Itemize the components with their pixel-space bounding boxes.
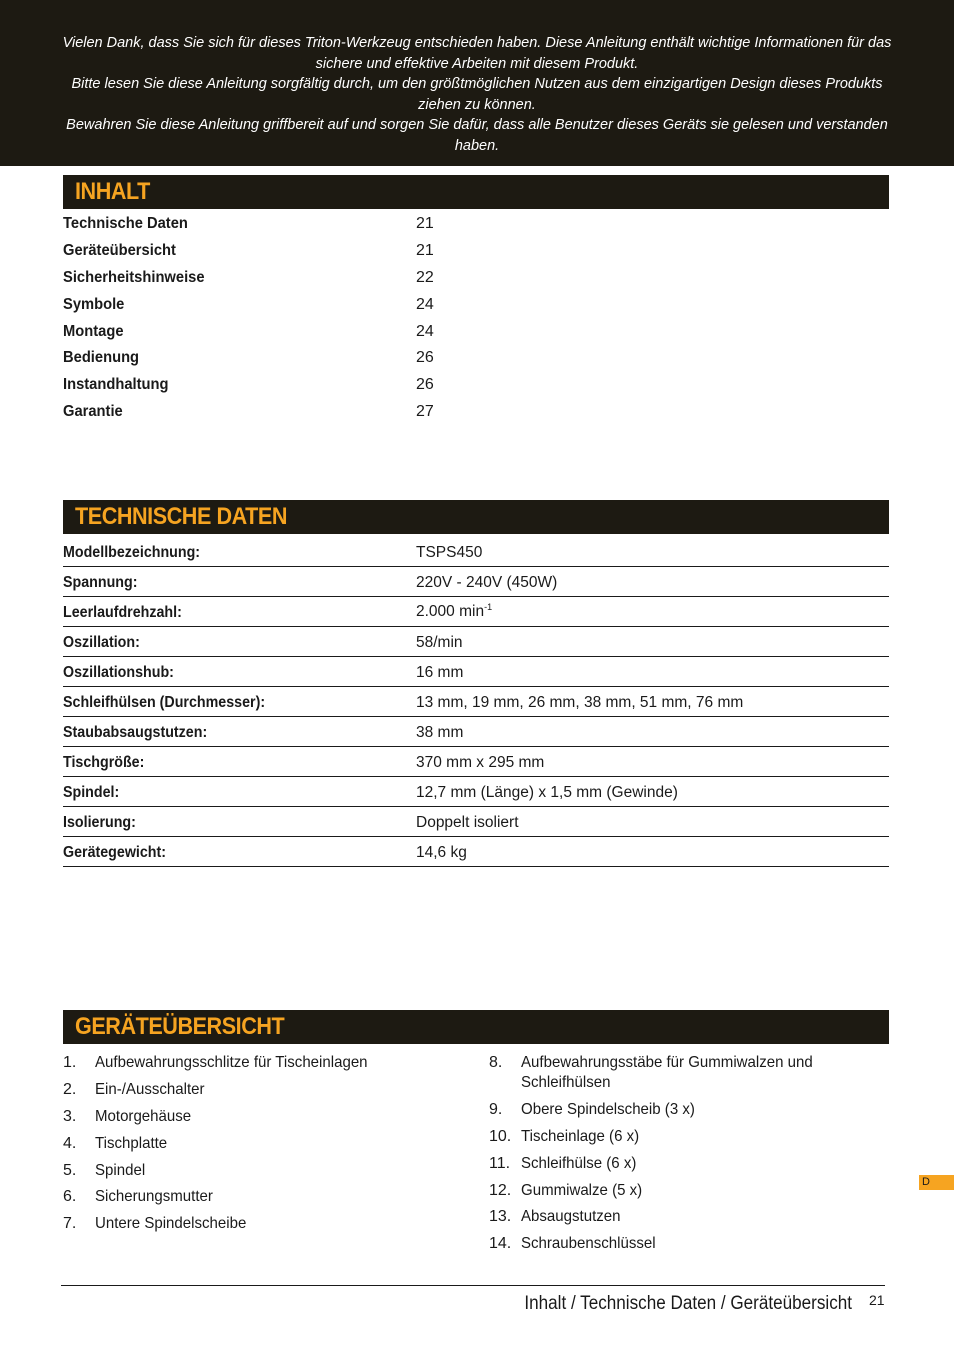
part-name: Schraubenschlüssel xyxy=(521,1235,656,1253)
part-number: 7. xyxy=(63,1215,77,1233)
section-title-inhalt: INHALT xyxy=(75,178,150,205)
spec-value-cell xyxy=(416,536,889,566)
part-number: 1. xyxy=(63,1054,77,1071)
language-tab: D xyxy=(919,1175,954,1190)
part-name: Gummiwalze (5 x) xyxy=(521,1181,643,1199)
parts-list-item xyxy=(489,1234,889,1254)
spec-label: Schleifhülsen (Durchmesser): xyxy=(63,693,266,711)
toc-entry-page: 24 xyxy=(416,295,434,313)
toc-entry-label: Geräteübersicht xyxy=(63,241,176,259)
table-of-contents xyxy=(63,211,889,426)
spec-row xyxy=(63,806,889,836)
toc-entry-page: 26 xyxy=(416,376,434,394)
parts-list-item xyxy=(489,1053,889,1093)
spec-value-cell xyxy=(416,656,889,686)
spec-label-cell xyxy=(63,806,416,836)
spec-value: 38 mm xyxy=(416,723,464,741)
toc-entry-label: Garantie xyxy=(63,403,123,421)
toc-entry-page: 22 xyxy=(416,268,434,286)
toc-entry xyxy=(63,265,889,292)
spec-value: 13 mm, 19 mm, 26 mm, 38 mm, 51 mm, 76 mm xyxy=(416,693,744,711)
spec-value-cell xyxy=(416,566,889,596)
spec-value-cell xyxy=(416,626,889,656)
spec-label: Oszillation: xyxy=(63,633,140,651)
spec-row xyxy=(63,626,889,656)
spec-value-cell xyxy=(416,746,889,776)
spec-label: Isolierung: xyxy=(63,813,136,831)
spec-label: Oszillationshub: xyxy=(63,663,174,681)
spec-label: Modellbezeichnung: xyxy=(63,543,201,561)
spec-value-cell xyxy=(416,806,889,836)
part-number: 12. xyxy=(489,1181,512,1199)
spec-value: TSPS450 xyxy=(416,543,483,561)
toc-entry-label: Sicherheitshinweise xyxy=(63,268,205,286)
part-number: 13. xyxy=(489,1208,512,1226)
toc-entry-page: 27 xyxy=(416,403,434,421)
part-name: Tischplatte xyxy=(95,1134,168,1152)
parts-list-item xyxy=(63,1161,463,1181)
spec-value: 2.000 min xyxy=(416,603,485,621)
spec-label-cell xyxy=(63,656,416,686)
toc-entry xyxy=(63,399,889,426)
spec-label: Spannung: xyxy=(63,573,138,591)
spec-label: Leerlaufdrehzahl: xyxy=(63,603,182,621)
parts-list-item xyxy=(489,1207,889,1227)
part-number: 3. xyxy=(63,1107,77,1125)
spec-value: 14,6 kg xyxy=(416,843,467,861)
section-header-technische-daten xyxy=(63,500,889,534)
toc-entry xyxy=(63,238,889,265)
spec-row xyxy=(63,596,889,626)
spec-label-cell xyxy=(63,716,416,746)
toc-entry-label: Instandhaltung xyxy=(63,376,169,394)
spec-value-cell xyxy=(416,776,889,806)
spec-value-cell xyxy=(416,686,889,716)
spec-value: 12,7 mm (Länge) x 1,5 mm (Gewinde) xyxy=(416,783,678,801)
part-name: Ein-/Ausschalter xyxy=(95,1080,205,1098)
spec-row xyxy=(63,746,889,776)
footer-section-title: Inhalt / Technische Daten / Geräteübersicht xyxy=(524,1293,852,1314)
part-name: Absaugstutzen xyxy=(521,1208,621,1226)
spec-value-cell xyxy=(416,836,889,866)
spec-label-cell xyxy=(63,776,416,806)
parts-list-right xyxy=(489,1053,889,1261)
parts-list-item xyxy=(63,1053,463,1073)
parts-list-item xyxy=(63,1107,463,1127)
part-name: Motorgehäuse xyxy=(95,1107,192,1125)
toc-entry-label: Symbole xyxy=(63,295,125,313)
part-number: 10. xyxy=(489,1127,512,1145)
spec-value: Doppelt isoliert xyxy=(416,813,519,831)
part-name: Aufbewahrungsschlitze für Tischeinlagen xyxy=(95,1054,368,1071)
spec-label-cell xyxy=(63,686,416,716)
part-name: Aufbewahrungsstäbe für Gummiwalzen und Schleifhülsen xyxy=(521,1054,813,1091)
parts-list-item xyxy=(489,1100,889,1120)
toc-entry-label: Technische Daten xyxy=(63,215,188,232)
part-name: Untere Spindelscheibe xyxy=(95,1215,247,1233)
spec-label-cell xyxy=(63,626,416,656)
spec-label-cell xyxy=(63,566,416,596)
parts-list-item xyxy=(63,1134,463,1154)
spec-value-exponent: -1 xyxy=(484,602,493,613)
spec-row xyxy=(63,536,889,566)
toc-entry-page: 24 xyxy=(416,322,434,340)
part-number: 11. xyxy=(489,1154,511,1172)
part-number: 4. xyxy=(63,1134,77,1152)
spec-row xyxy=(63,656,889,686)
toc-entry-page: 21 xyxy=(416,215,434,232)
parts-list-item xyxy=(63,1187,463,1207)
spec-row xyxy=(63,716,889,746)
spec-row xyxy=(63,836,889,866)
parts-list-left xyxy=(63,1053,463,1241)
part-name: Tischeinlage (6 x) xyxy=(521,1127,640,1145)
spec-row xyxy=(63,776,889,806)
spec-label-cell xyxy=(63,536,416,566)
intro-banner xyxy=(0,0,954,166)
spec-value: 58/min xyxy=(416,633,463,651)
intro-paragraph-1: Vielen Dank, dass Sie sich für dieses Triton-Werkzeug entschieden haben. Diese Anleitung enthält wichtige Informationen für das sichere und effektive Arbeiten mit diesem Produkt. xyxy=(62,35,892,72)
spec-table xyxy=(63,536,889,867)
spec-label: Tischgröße: xyxy=(63,753,145,771)
toc-entry xyxy=(63,319,889,346)
section-header-geraeteuebersicht xyxy=(63,1010,889,1044)
parts-list-item xyxy=(489,1127,889,1147)
spec-label: Gerätegewicht: xyxy=(63,843,167,861)
spec-label-cell xyxy=(63,746,416,776)
spec-value: 370 mm x 295 mm xyxy=(416,753,545,771)
part-name: Spindel xyxy=(95,1161,146,1179)
spec-row xyxy=(63,686,889,716)
spec-label: Spindel: xyxy=(63,783,120,801)
part-number: 6. xyxy=(63,1188,77,1206)
part-number: 14. xyxy=(489,1235,512,1253)
parts-list-item xyxy=(63,1214,463,1234)
part-name: Obere Spindelscheib (3 x) xyxy=(521,1100,695,1118)
toc-entry xyxy=(63,372,889,399)
spec-label: Staubabsaugstutzen: xyxy=(63,723,208,741)
parts-list-item xyxy=(63,1080,463,1100)
spec-row xyxy=(63,566,889,596)
section-header-inhalt xyxy=(63,175,889,209)
page-number: 21 xyxy=(869,1292,885,1308)
part-number: 2. xyxy=(63,1080,77,1098)
parts-list-item xyxy=(489,1154,889,1174)
spec-value-cell xyxy=(416,596,889,626)
spec-value-cell xyxy=(416,716,889,746)
section-title-geraeteuebersicht: GERÄTEÜBERSICHT xyxy=(75,1013,285,1040)
toc-entry xyxy=(63,345,889,372)
toc-entry xyxy=(63,292,889,319)
footer-divider xyxy=(61,1285,885,1286)
intro-paragraph-2: Bitte lesen Sie diese Anleitung sorgfältig durch, um den größtmöglichen Nutzen aus dem einzigartigen Design dieses Produkts ziehen zu können. xyxy=(71,76,883,113)
spec-value: 16 mm xyxy=(416,663,464,681)
toc-entry-label: Montage xyxy=(63,322,124,340)
spec-value: 220V - 240V (450W) xyxy=(416,573,558,591)
toc-entry-page: 26 xyxy=(416,349,434,367)
toc-entry xyxy=(63,211,889,238)
part-name: Schleifhülse (6 x) xyxy=(521,1154,637,1172)
part-number: 8. xyxy=(489,1054,503,1071)
section-title-technische-daten: TECHNISCHE DATEN xyxy=(75,503,288,530)
toc-entry-page: 21 xyxy=(416,241,434,259)
part-name: Sicherungsmutter xyxy=(95,1188,213,1206)
spec-label-cell xyxy=(63,836,416,866)
parts-list-item xyxy=(489,1181,889,1201)
part-number: 9. xyxy=(489,1100,503,1118)
intro-paragraph-3: Bewahren Sie diese Anleitung griffbereit auf und sorgen Sie dafür, dass alle Benutzer dieses Geräts sie gelesen und verstanden haben. xyxy=(66,117,888,154)
toc-entry-label: Bedienung xyxy=(63,349,140,367)
spec-label-cell xyxy=(63,596,416,626)
part-number: 5. xyxy=(63,1161,77,1179)
